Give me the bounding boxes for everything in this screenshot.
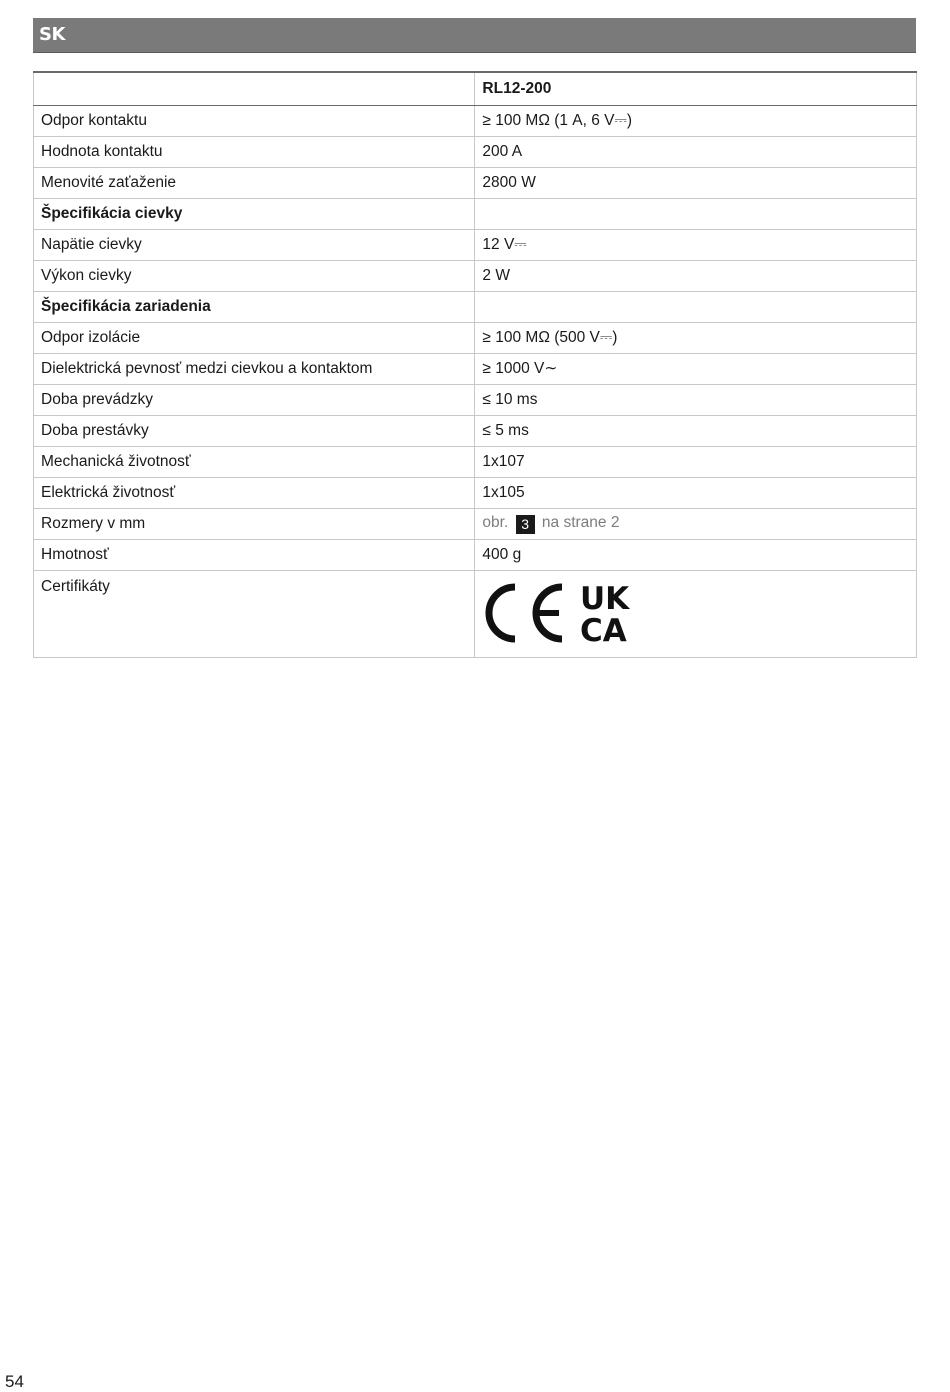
row-value: ≤ 10 ms [475, 384, 917, 415]
section-row [34, 198, 917, 229]
row-label: Odpor kontaktu [34, 105, 475, 136]
row-value: 12 V⎓ [475, 229, 917, 260]
row-label: Dielektrická pevnosť medzi cievkou a kontaktom [34, 353, 475, 384]
row-value: ≥ 100 MΩ (1 A, 6 V⎓) [475, 105, 917, 136]
row-label: Odpor izolácie [34, 322, 475, 353]
table-row [34, 353, 917, 384]
table-row [34, 167, 917, 198]
row-label: Elektrická životnosť [34, 477, 475, 508]
language-code: SK [39, 24, 65, 45]
table-row [34, 105, 917, 136]
dimensions-reference [475, 508, 917, 539]
row-label: Rozmery v mm [34, 508, 475, 539]
row-value: 2800 W [475, 167, 917, 198]
table-header-empty-cell [34, 72, 475, 105]
ce-mark-icon [489, 587, 562, 639]
row-value: 200 A [475, 136, 917, 167]
figure-prefix: obr. [482, 513, 509, 531]
section-heading: Špecifikácia zariadenia [34, 291, 475, 322]
figure-suffix: na strane 2 [541, 513, 620, 531]
row-value: 2 W [475, 260, 917, 291]
row-label: Menovité zaťaženie [34, 167, 475, 198]
row-value [475, 291, 917, 322]
table-row [34, 446, 917, 477]
row-label: Hmotnosť [34, 539, 475, 570]
row-value: 1x105 [475, 477, 917, 508]
section-row [34, 291, 917, 322]
table-row [34, 136, 917, 167]
row-label: Mechanická životnosť [34, 446, 475, 477]
row-label: Napätie cievky [34, 229, 475, 260]
table-row [34, 260, 917, 291]
row-label: Doba prestávky [34, 415, 475, 446]
table-row [34, 384, 917, 415]
certificates-row [34, 570, 917, 657]
table-row [34, 477, 917, 508]
table-header-row [34, 72, 917, 105]
row-value: 400 g [475, 539, 917, 570]
model-name: RL12-200 [475, 72, 917, 105]
row-label: Certifikáty [34, 570, 475, 657]
page-number: 54 [5, 1372, 24, 1391]
row-value: ≥ 100 MΩ (500 V⎓) [475, 322, 917, 353]
row-value: ≥ 1000 V∼ [475, 353, 917, 384]
row-value: ≤ 5 ms [475, 415, 917, 446]
row-value: 1x107 [475, 446, 917, 477]
row-label: Výkon cievky [34, 260, 475, 291]
table-row [34, 229, 917, 260]
certification-marks [482, 581, 652, 645]
section-heading: Špecifikácia cievky [34, 198, 475, 229]
ukca-top-text: UK [580, 580, 630, 617]
certification-logos [475, 570, 917, 657]
row-value [475, 198, 917, 229]
row-label: Hodnota kontaktu [34, 136, 475, 167]
table-row [34, 415, 917, 446]
ukca-bottom-text: CA [580, 612, 628, 645]
weight-row [34, 539, 917, 570]
language-header-bar [33, 18, 916, 53]
row-label: Doba prevádzky [34, 384, 475, 415]
ukca-mark-icon [580, 581, 630, 645]
figure-number-badge: 3 [516, 515, 535, 534]
specification-table [33, 71, 917, 658]
dimensions-row [34, 508, 917, 539]
table-row [34, 322, 917, 353]
